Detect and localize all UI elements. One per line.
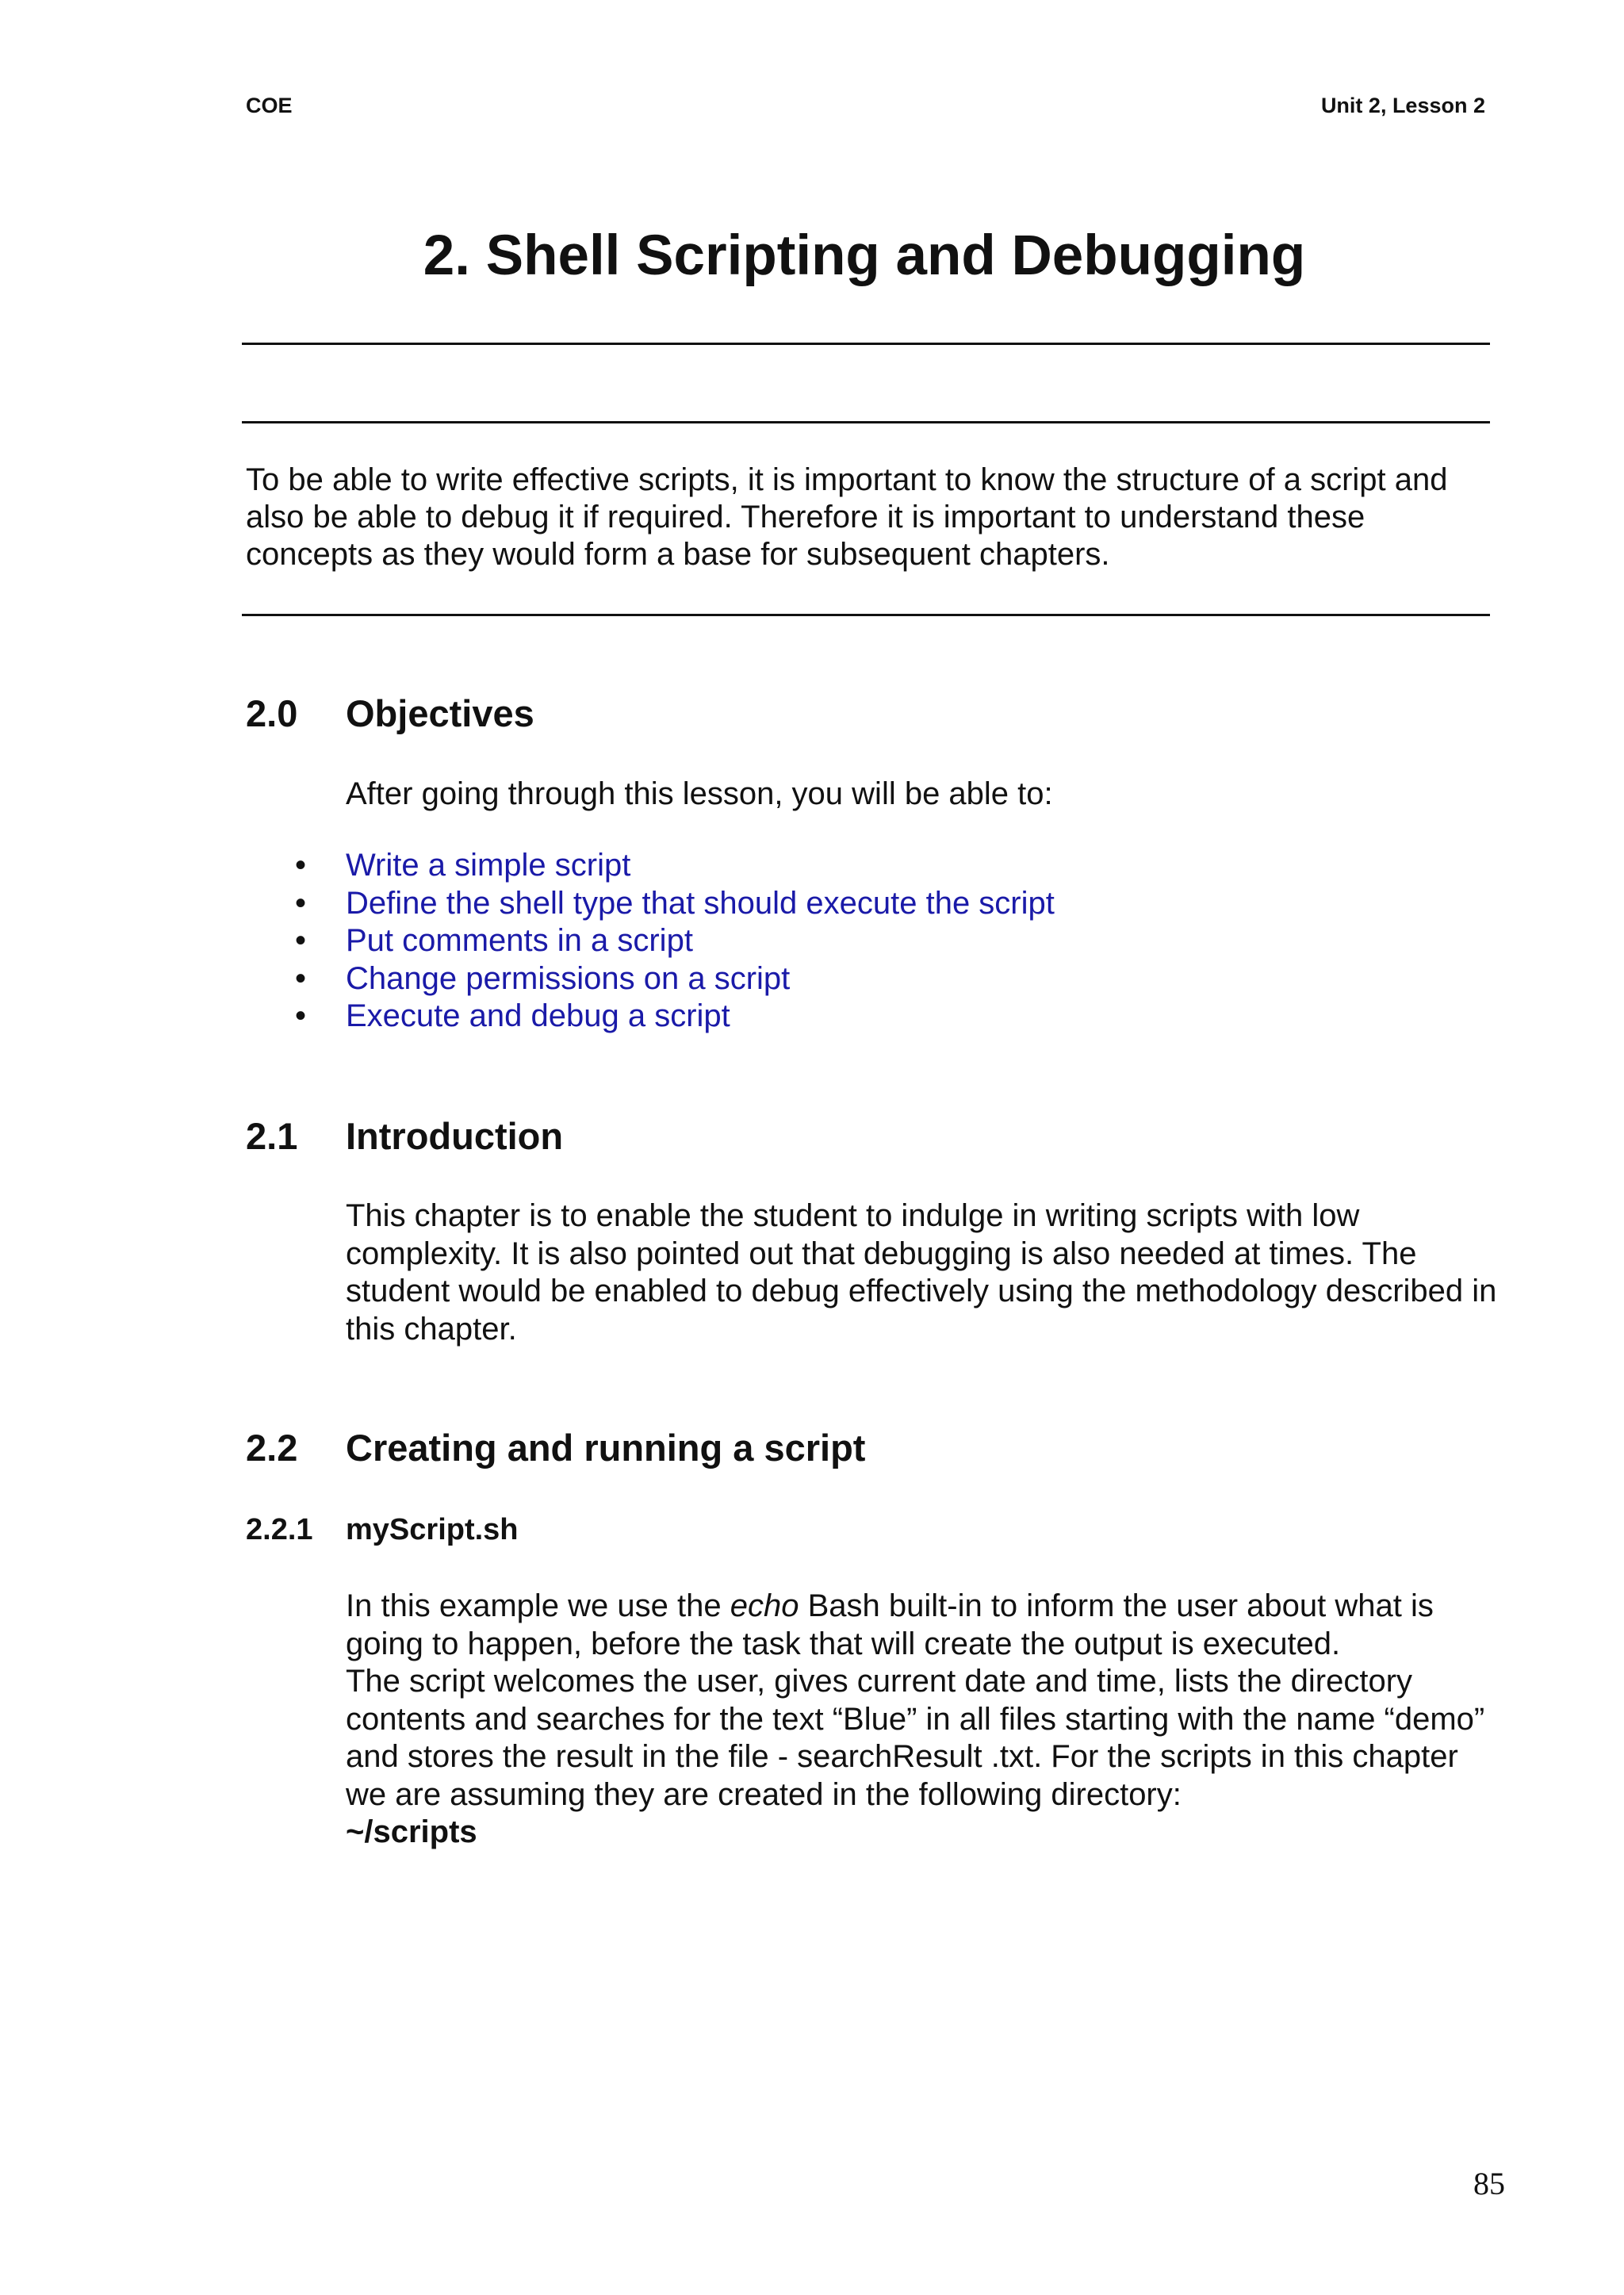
objective-text: Change permissions on a script	[346, 960, 791, 996]
list-item	[295, 960, 1055, 998]
bullet-icon: •	[295, 960, 307, 996]
page-number: 85	[1473, 2166, 1505, 2201]
list-item	[295, 998, 1055, 1036]
list-item	[295, 922, 1055, 960]
echo-command: echo	[730, 1588, 799, 1623]
bullet-icon: •	[295, 848, 307, 883]
scripts-path	[346, 1814, 1503, 1852]
chapter-abstract: To be able to write effective scripts, it is important to know the structure of a script and also be able to debug it if required. Therefore it is important to understand these concepts as they would form a base for subsequent chapters.	[246, 462, 1448, 572]
rule-above-abstract	[242, 421, 1490, 423]
text-run: Bash built-in to inform the user about what is going to happen, before the task that will create the output is executed.	[346, 1588, 1434, 1661]
running-header-right: Unit 2, Lesson 2	[1320, 94, 1485, 117]
objective-text: Put comments in a script	[346, 923, 693, 958]
path-text: ~/scripts	[346, 1814, 477, 1849]
running-header-left: COE	[246, 94, 293, 117]
section-heading-creating: Creating and running a script	[346, 1427, 866, 1469]
chapter-title: 2. Shell Scripting and Debugging	[423, 224, 1306, 287]
section-heading-introduction: Introduction	[346, 1115, 564, 1157]
objectives-intro: After going through this lesson, you will be able to:	[346, 776, 1053, 811]
objective-text: Define the shell type that should execute the script	[346, 885, 1055, 921]
section-heading-objectives: Objectives	[346, 692, 534, 734]
subsection-heading: myScript.sh	[346, 1513, 519, 1546]
rule-under-title	[242, 343, 1490, 345]
paragraph-description: The script welcomes the user, gives current date and time, lists the directory contents and searches for the text “Blue” in all files starting with the name “demo” and stores the result in the file - searchResult .txt. For the scripts in this chapter we are assuming they are created in the following directory:	[346, 1664, 1485, 1812]
list-item	[295, 847, 1055, 885]
objective-text: Write a simple script	[346, 848, 631, 883]
bullet-icon: •	[295, 923, 307, 958]
rule-below-abstract	[242, 614, 1490, 616]
introduction-body: This chapter is to enable the student to indulge in writing scripts with low complexity. It is also pointed out that debugging is also needed at times. The student would be enabled to debug effectively using the methodology described in this chapter.	[346, 1198, 1497, 1347]
list-item	[295, 885, 1055, 923]
subsection-body	[346, 1588, 1503, 1852]
objectives-list	[295, 847, 1055, 1036]
section-number-creating: 2.2	[246, 1427, 298, 1469]
text-run: In this example we use the	[346, 1588, 730, 1623]
paragraph-echo	[346, 1588, 1503, 1663]
subsection-number: 2.2.1	[246, 1513, 313, 1546]
bullet-icon: •	[295, 885, 307, 921]
section-number-objectives: 2.0	[246, 692, 298, 734]
objective-text: Execute and debug a script	[346, 998, 730, 1033]
bullet-icon: •	[295, 998, 307, 1033]
section-number-introduction: 2.1	[246, 1115, 298, 1157]
